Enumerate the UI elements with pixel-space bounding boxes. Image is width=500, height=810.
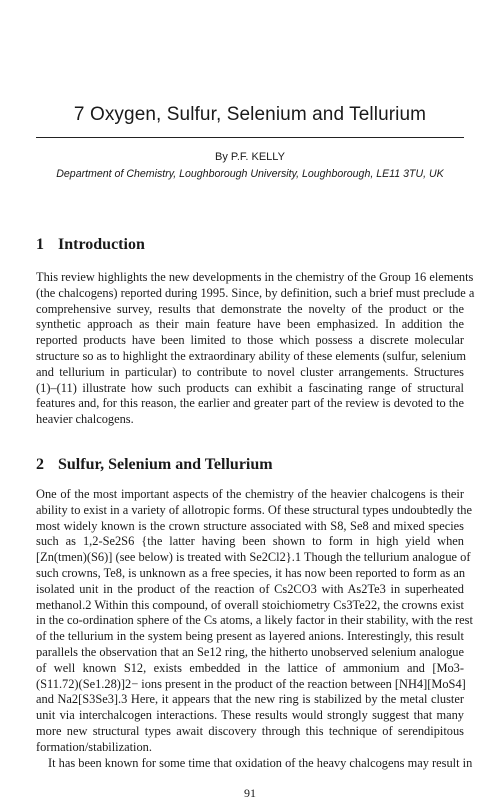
text-line: of well known S12, exists embedded in the lattice of ammonium and [Mo3- (36, 660, 464, 675)
text-line: of the tellurium in the system being present as layered anions. Interestingly, this result (36, 629, 464, 644)
section-heading-introduction (36, 235, 464, 255)
text-line: It has been known for some time that oxidation of the heavy chalcogens may result in (48, 755, 473, 770)
page-number: 91 (244, 786, 256, 800)
text-line: such crowns, Te8, is unknown as a free species, it has now been reported to form as an (36, 565, 466, 580)
text-line: formation/stabilization. (36, 739, 152, 754)
text-line: [Zn(tmen)(S6)] (see below) is treated with Se2Cl2}.1 Though the tellurium analogue of (36, 550, 471, 565)
text-line: and Na2[S3Se3].3 Here, it appears that the new ring is stabilized by the metal cluster (36, 692, 464, 707)
author-line: By P.F. KELLY (215, 151, 285, 163)
section-number: 2 (36, 456, 44, 473)
text-line: ability to exist in a variety of allotropic forms. Of these structural types undoubtedly the (36, 502, 472, 517)
text-line: structure so as to highlight the extraordinary ability of these elements (sulfur, selenium (36, 348, 466, 363)
text-line: more new structural types await discovery through this technique of serendipitous (36, 723, 464, 738)
text-line: (S11.72)(Se1.28)]2− ions present in the product of the reaction between [NH4][MoS4] (36, 676, 466, 691)
text-line: parallels the observation that an Se12 ring, the hitherto unobserved selenium analogue (36, 644, 464, 659)
text-line: and tellurium in particular) to contribute to novel cluster arrangements. Structures (36, 364, 464, 379)
text-line: methanol.2 Within this compound, of overall stoichiometry Cs3Te22, the crowns exist (36, 597, 464, 612)
section-title: Sulfur, Selenium and Tellurium (58, 456, 273, 473)
text-line: (1)–(11) illustrate how such products can exhibit a fascinating range of structural (36, 380, 464, 395)
text-line: isolated unit in the product of the reaction of Cs2CO3 with As2Te3 in superheated (36, 581, 464, 596)
section-heading-sulfur-selenium-tellurium (36, 455, 464, 475)
section-number: 1 (36, 236, 44, 253)
author-affiliation: Department of Chemistry, Loughborough University, Loughborough, LE11 3TU, UK (56, 168, 444, 180)
title-rule (36, 137, 464, 138)
text-line: comprehensive survey, results that demonstrate the novelty of the product or the (36, 301, 464, 316)
introduction-paragraph (36, 270, 475, 428)
text-line: unit via interchalcogen interactions. These results would strongly suggest that many (36, 708, 464, 723)
section-2-paragraph (36, 487, 473, 771)
text-line: heavier chalcogens. (36, 412, 134, 427)
chapter-title: 7 Oxygen, Sulfur, Selenium and Tellurium (73, 104, 427, 125)
text-line: most widely known is the crown structure associated with S8, Se8 and mixed species (36, 518, 464, 533)
section-title: Introduction (58, 236, 145, 253)
text-line: such as 1,2-Se2S6 {the latter having been shown to form in high yield when (36, 534, 464, 549)
text-line: One of the most important aspects of the chemistry of the heavier chalcogens is their (36, 487, 464, 501)
text-line: features and, for this reason, the earlier and greater part of the review is devoted to the (36, 396, 464, 411)
text-line: reported products have been limited to those which possess a discrete molecular (36, 333, 464, 348)
text-line: (the chalcogens) reported during 1995. Since, by definition, such a brief must preclude a (36, 285, 475, 300)
text-line: synthetic approach as their main feature have been emphasized. In addition the (36, 317, 464, 332)
text-line: This review highlights the new developments in the chemistry of the Group 16 elements (36, 270, 474, 284)
text-line: in the co-ordination sphere of the Cs atoms, a likely factor in their stability, with the rest (36, 613, 473, 628)
